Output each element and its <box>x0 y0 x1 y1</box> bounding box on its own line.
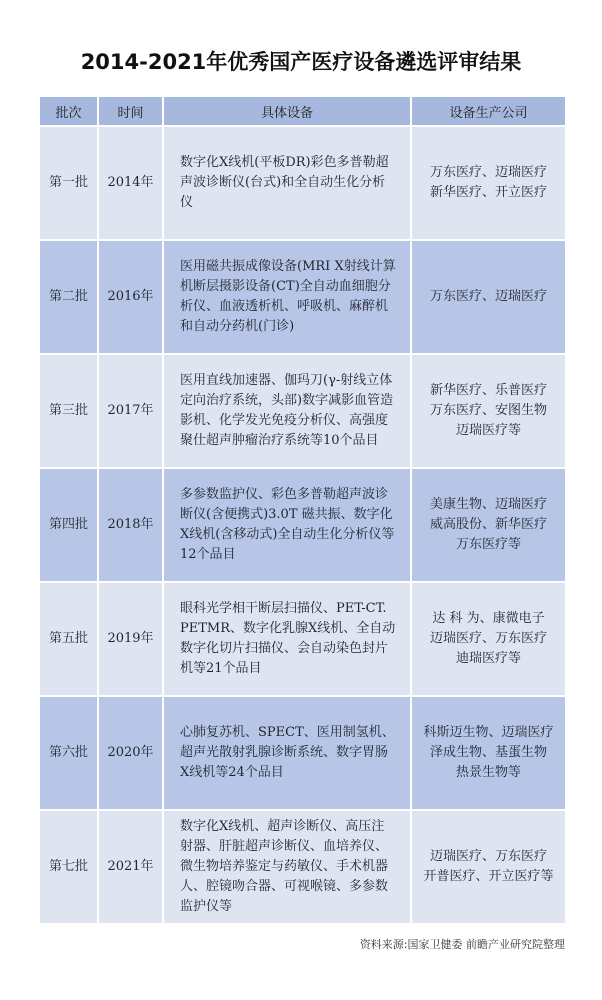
table-row <box>40 469 565 581</box>
batch-cell: 第一批 <box>40 127 97 239</box>
companies-cell <box>412 811 565 923</box>
equipment-cell <box>164 583 410 695</box>
table-row <box>40 811 565 923</box>
equipment-line: 医用磁共振成像设备(MRI X射线计算 <box>180 259 396 274</box>
batch-cell: 第四批 <box>40 469 97 581</box>
companies-cell <box>412 127 565 239</box>
equipment-line: 数字化X线机(平板DR)彩色多普勒超 <box>180 155 389 170</box>
equipment-line: 超声光散射乳腺诊断系统、数字胃肠 <box>180 745 389 760</box>
equipment-cell <box>164 697 410 809</box>
equipment-line: 人、腔镜吻合器、可视喉镜、多参数 <box>180 879 389 894</box>
company-line: 达 科 为、康微电子 <box>432 611 545 626</box>
equipment-cell <box>164 811 410 923</box>
equipment-line: 仪 <box>180 195 194 210</box>
equipment-line: 数字化切片扫描仪、会自动染色封片 <box>180 641 389 656</box>
company-line: 科斯迈生物、迈瑞医疗 <box>423 725 554 740</box>
company-line: 新华医疗、乐普医疗 <box>429 383 547 398</box>
year-cell: 2018年 <box>99 469 162 581</box>
company-line: 万东医疗、迈瑞医疗 <box>429 165 547 180</box>
companies-cell <box>412 469 565 581</box>
equipment-line: X线机等24个品目 <box>180 765 284 780</box>
header-batch: 批次 <box>40 97 97 125</box>
year-cell: 2021年 <box>99 811 162 923</box>
company-line: 万东医疗、迈瑞医疗 <box>429 289 547 304</box>
equipment-line: 心肺复苏机、SPECT、医用制氢机、 <box>180 725 395 740</box>
table-row <box>40 583 565 695</box>
equipment-line: 数字化X线机、超声诊断仪、高压注 <box>180 819 385 834</box>
batch-cell: 第三批 <box>40 355 97 467</box>
table-row <box>40 127 565 239</box>
batch-cell: 第五批 <box>40 583 97 695</box>
year-cell: 2019年 <box>99 583 162 695</box>
equipment-line: 影机、化学发光免疫分析仪、高强度 <box>180 413 389 428</box>
equipment-cell <box>164 469 410 581</box>
company-line: 威高股份、新华医疗 <box>429 517 547 532</box>
equipment-line: 和自动分药机(门诊) <box>180 319 295 334</box>
company-line: 开普医疗、开立医疗等 <box>423 869 554 884</box>
equipment-line: 眼科光学相干断层扫描仪、PET-CT. <box>180 601 387 616</box>
table-row <box>40 355 565 467</box>
equipment-line: 声波诊断仪(台式)和全自动生化分析 <box>180 175 386 190</box>
results-table <box>38 95 567 925</box>
equipment-line: 定向治疗系统，头部)数字减影血管造 <box>180 393 394 408</box>
equipment-line: 监护仪等 <box>180 899 233 914</box>
equipment-line: 断仪(含便携式)3.0T 磁共振、数字化 <box>180 507 393 522</box>
batch-cell: 第七批 <box>40 811 97 923</box>
equipment-line: 机断层摄影设备(CT)全自动血细胞分 <box>180 279 391 294</box>
table-row <box>40 697 565 809</box>
companies-cell <box>412 241 565 353</box>
company-line: 新华医疗、开立医疗 <box>429 185 547 200</box>
batch-cell: 第二批 <box>40 241 97 353</box>
company-line: 迈瑞医疗、万东医疗 <box>429 631 547 646</box>
header-year: 时间 <box>99 97 162 125</box>
year-cell: 2020年 <box>99 697 162 809</box>
equipment-line: 多参数监护仪、彩色多普勒超声波诊 <box>180 487 389 502</box>
companies-cell <box>412 697 565 809</box>
header-companies: 设备生产公司 <box>412 97 565 125</box>
equipment-line: 聚仕超声肿瘤治疗系统等10个品目 <box>180 433 379 448</box>
table-header-row <box>40 97 565 125</box>
source-note: 资料来源:国家卫健委 前瞻产业研究院整理 <box>359 938 565 951</box>
batch-cell: 第六批 <box>40 697 97 809</box>
equipment-line: PETMR、数字化乳腺X线机、全自动 <box>180 621 396 636</box>
equipment-line: 微生物培养鉴定与药敏仪、手术机器 <box>180 859 389 874</box>
equipment-line: 机等21个品目 <box>180 661 262 676</box>
equipment-line: 医用直线加速器、伽玛刀(γ-射线立体 <box>180 373 393 388</box>
table-row <box>40 241 565 353</box>
company-line: 泽成生物、基蛋生物 <box>429 745 547 760</box>
page-title: 2014-2021年优秀国产医疗设备遴选评审结果 <box>80 50 522 74</box>
equipment-line: 射器、肝脏超声诊断仪、血培养仪、 <box>180 839 389 854</box>
year-cell: 2017年 <box>99 355 162 467</box>
company-line: 迪瑞医疗等 <box>455 651 521 666</box>
header-equipment: 具体设备 <box>164 97 410 125</box>
companies-cell <box>412 355 565 467</box>
year-cell: 2014年 <box>99 127 162 239</box>
company-line: 美康生物、迈瑞医疗 <box>429 497 547 512</box>
equipment-cell <box>164 127 410 239</box>
company-line: 万东医疗等 <box>455 537 521 552</box>
equipment-line: 12个品目 <box>180 547 236 562</box>
companies-cell <box>412 583 565 695</box>
equipment-line: X线机(含移动式)全自动生化分析仪等 <box>180 527 395 542</box>
company-line: 万东医疗、安图生物 <box>429 403 547 418</box>
company-line: 迈瑞医疗、万东医疗 <box>429 849 547 864</box>
equipment-cell <box>164 241 410 353</box>
company-line: 迈瑞医疗等 <box>455 423 521 438</box>
year-cell: 2016年 <box>99 241 162 353</box>
company-line: 热景生物等 <box>455 765 521 780</box>
equipment-cell <box>164 355 410 467</box>
equipment-line: 析仪、血液透析机、呼吸机、麻醉机 <box>180 299 389 314</box>
